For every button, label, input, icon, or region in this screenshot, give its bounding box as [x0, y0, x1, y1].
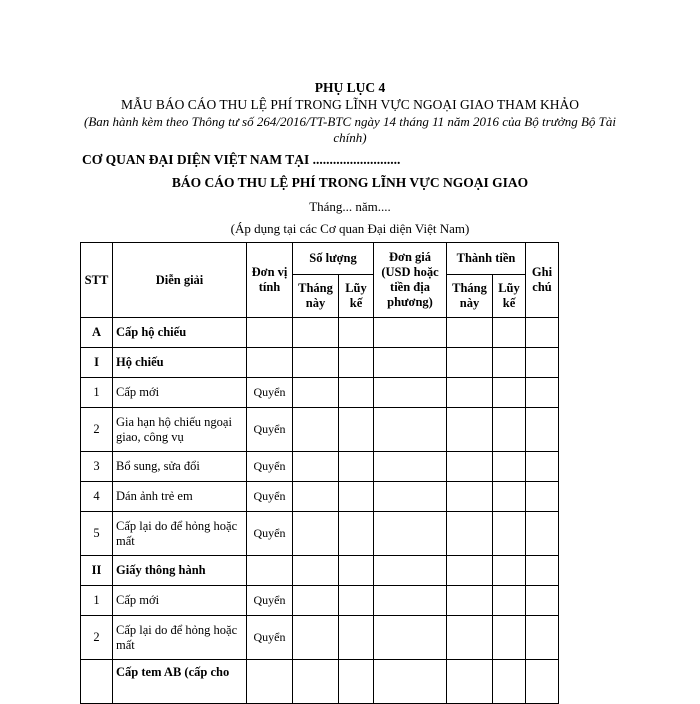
table-row — [81, 660, 559, 704]
table-row — [81, 512, 559, 556]
row-description: Cấp lại do để hỏng hoặc mất — [113, 512, 247, 556]
row-unit — [247, 556, 293, 586]
row-description: Hộ chiếu — [113, 348, 247, 378]
row-unit — [247, 660, 293, 704]
row-unit — [247, 318, 293, 348]
row-unit: Quyển — [247, 482, 293, 512]
row-description: Cấp lại do để hỏng hoặc mất — [113, 616, 247, 660]
agency-line: CƠ QUAN ĐẠI DIỆN VIỆT NAM TẠI .......................... — [82, 152, 401, 167]
row-description: Cấp hộ chiếu — [113, 318, 247, 348]
header-qty-month: Tháng này — [293, 275, 339, 318]
table-row — [81, 318, 559, 348]
header-stt: STT — [81, 243, 113, 318]
row-unit: Quyển — [247, 408, 293, 452]
row-stt: A — [81, 318, 113, 348]
row-unit — [247, 348, 293, 378]
row-description: Cấp mới — [113, 586, 247, 616]
row-stt: 2 — [81, 408, 113, 452]
row-unit: Quyển — [247, 586, 293, 616]
table-row — [81, 482, 559, 512]
header-amount-month: Tháng này — [447, 275, 493, 318]
row-unit: Quyển — [247, 616, 293, 660]
table-row — [81, 408, 559, 452]
report-period: Tháng... năm.... — [309, 199, 391, 214]
row-description: Cấp mới — [113, 378, 247, 408]
header-unit: Đơn vị tính — [247, 243, 293, 318]
row-stt: I — [81, 348, 113, 378]
table-row — [81, 452, 559, 482]
table-row — [81, 616, 559, 660]
header-description: Diễn giải — [113, 243, 247, 318]
report-title: BÁO CÁO THU LỆ PHÍ TRONG LĨNH VỰC NGOẠI GIAO — [171, 175, 529, 190]
row-description: Bổ sung, sửa đổi — [113, 452, 247, 482]
row-unit: Quyển — [247, 378, 293, 408]
row-stt: 1 — [81, 586, 113, 616]
table-row — [81, 586, 559, 616]
row-stt: 1 — [81, 378, 113, 408]
header-amount: Thành tiền — [447, 243, 526, 275]
table-row — [81, 378, 559, 408]
header-quantity: Số lượng — [293, 243, 374, 275]
row-stt: 5 — [81, 512, 113, 556]
appendix-label: PHỤ LỤC 4 — [314, 80, 386, 95]
table-row — [81, 556, 559, 586]
header-qty-cumulative: Lũy kế — [339, 275, 374, 318]
row-description: Cấp tem AB (cấp cho — [113, 660, 247, 704]
row-stt — [81, 660, 113, 704]
apply-note: (Áp dụng tại các Cơ quan Đại diện Việt Nam) — [230, 221, 470, 236]
header-unit-price: Đơn giá (USD hoặc tiền địa phương) — [374, 243, 447, 318]
row-description: Gia hạn hộ chiếu ngoại giao, công vụ — [113, 408, 247, 452]
fee-report-table — [80, 242, 559, 704]
row-unit: Quyển — [247, 512, 293, 556]
row-description: Giấy thông hành — [113, 556, 247, 586]
header-note: Ghi chú — [526, 243, 559, 318]
row-unit: Quyển — [247, 452, 293, 482]
header-amount-cumulative: Lũy kế — [493, 275, 526, 318]
form-title: MẪU BÁO CÁO THU LỆ PHÍ TRONG LĨNH VỰC NGOẠI GIAO THAM KHẢO — [121, 97, 579, 112]
table-row — [81, 348, 559, 378]
row-stt: 4 — [81, 482, 113, 512]
row-description: Dán ảnh trẻ em — [113, 482, 247, 512]
row-stt: II — [81, 556, 113, 586]
row-stt: 2 — [81, 616, 113, 660]
row-stt: 3 — [81, 452, 113, 482]
issued-note: (Ban hành kèm theo Thông tư số 264/2016/TT-BTC ngày 14 tháng 11 năm 2016 của Bộ trưởng Bộ Tài chính) — [84, 114, 616, 145]
